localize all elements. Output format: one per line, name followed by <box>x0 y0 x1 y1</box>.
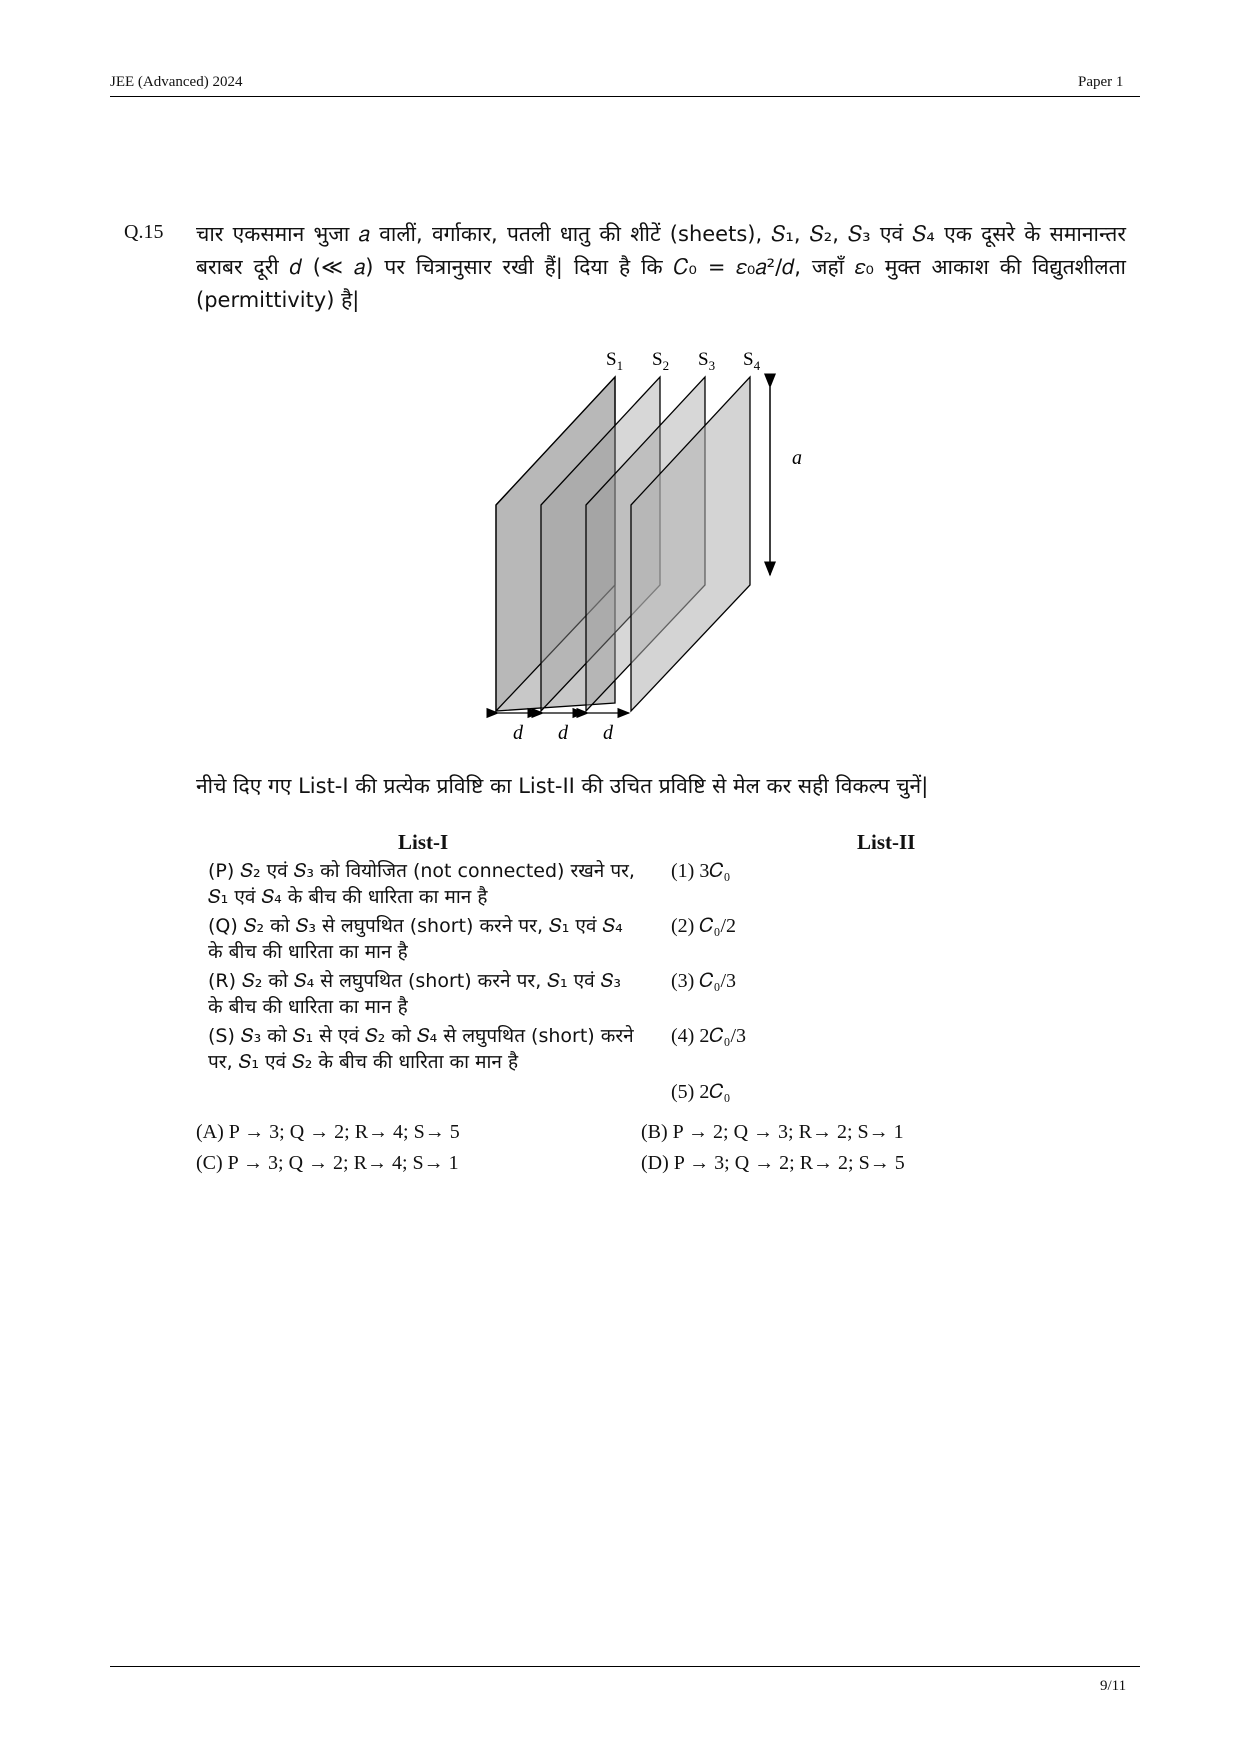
option-b[interactable]: (B) P → 2; Q → 3; R→ 2; S→ 1 <box>641 1121 904 1143</box>
option-c[interactable]: (C) P → 3; Q → 2; R→ 4; S→ 1 <box>196 1152 459 1174</box>
list2-item-3: (3) 𝐶₀/3 <box>671 970 737 992</box>
list2-item-5: (5) 2𝐶₀ <box>671 1081 731 1103</box>
question-number: Q.15 <box>124 221 164 243</box>
list2-item-1: (1) 3𝐶₀ <box>671 860 731 882</box>
header-title: JEE (Advanced) 2024 <box>110 74 243 90</box>
list2-item-2: (2) 𝐶₀/2 <box>671 915 737 937</box>
label-s3: $S_3$ <box>698 349 716 373</box>
page-number: 9/11 <box>1100 1678 1127 1694</box>
label-s4: $S_4$ <box>743 349 761 373</box>
parallel-plates-figure <box>470 335 830 745</box>
gap-label-3: d <box>603 722 613 744</box>
side-label: a <box>792 447 802 469</box>
list1-heading: List-I <box>398 830 449 854</box>
question-text: चार एकसमान भुजा 𝑎 वालीं, वर्गाकार, पतली धातु की शीटें (sheets), 𝑆₁, 𝑆₂, 𝑆₃ एवं 𝑆₄ एक दूसरे के समानान्तर बराबर दूरी 𝑑 (≪ 𝑎) पर चित्रानुसार रखी हैं| दिया है कि 𝐶₀ = 𝜀₀𝑎²/𝑑, जहाँ 𝜀₀ मुक्त आकाश की विद्युतशीलता (permittivity) है| <box>196 222 1126 312</box>
header-paper: Paper 1 <box>1078 74 1124 90</box>
gap-label-2: d <box>558 722 568 744</box>
list1-item-r: (R) 𝑆₂ को 𝑆₄ से लघुपथित (short) करने पर, 𝑆₁ एवं 𝑆₃ के बीच की धारिता का मान है <box>208 970 622 1018</box>
list2-heading: List-II <box>857 830 916 854</box>
header-rule <box>110 96 1140 97</box>
list1-item-s: (S) 𝑆₃ को 𝑆₁ से एवं 𝑆₂ को 𝑆₄ से लघुपथित (short) करने पर, 𝑆₁ एवं 𝑆₂ के बीच की धारिता का मान है <box>208 1025 634 1073</box>
list1-item-q: (Q) 𝑆₂ को 𝑆₃ से लघुपथित (short) करने पर, 𝑆₁ एवं 𝑆₄ के बीच की धारिता का मान है <box>208 915 623 963</box>
label-s1: $S_1$ <box>606 349 624 373</box>
option-a[interactable]: (A) P → 3; Q → 2; R→ 4; S→ 5 <box>196 1121 460 1143</box>
list1-item-p: (P) 𝑆₂ एवं 𝑆₃ को वियोजित (not connected) रखने पर, 𝑆₁ एवं 𝑆₄ के बीच की धारिता का मान है <box>208 860 635 908</box>
footer-rule <box>110 1666 1140 1667</box>
gap-label-1: d <box>513 722 523 744</box>
list2-item-4: (4) 2𝐶₀/3 <box>671 1025 747 1047</box>
option-d[interactable]: (D) P → 3; Q → 2; R→ 2; S→ 5 <box>641 1152 905 1174</box>
label-s2: $S_2$ <box>652 349 670 373</box>
instruction-text: नीचे दिए गए List-I की प्रत्येक प्रविष्टि का List-II की उचित प्रविष्टि से मेल कर सही विकल्प चुनें| <box>196 774 929 798</box>
